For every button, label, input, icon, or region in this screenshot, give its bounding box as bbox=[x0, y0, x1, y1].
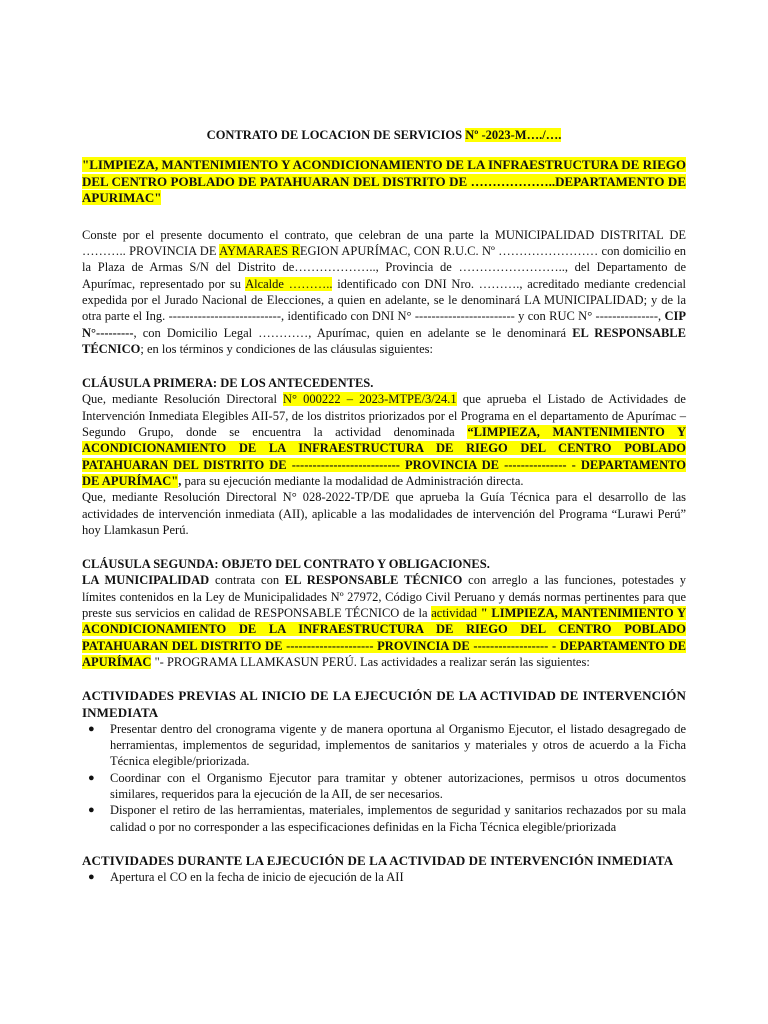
clause-2-text-1: contrata con bbox=[209, 573, 285, 588]
section-prev-list bbox=[82, 721, 686, 835]
clause-1-text-3: para su ejecución mediante la modalidad de Administración directa. bbox=[181, 473, 524, 488]
bullet-icon: ● bbox=[88, 804, 95, 817]
clause-2-paragraph bbox=[82, 572, 686, 670]
activity-heading-text: "LIMPIEZA, MANTENIMIENTO Y ACONDICIONAMIENTO DE LA INFRAESTRUCTURA DE RIEGO DEL CENTRO POBLADO DE PATAHUARAN DEL DISTRITO DE ………………..DEPARTAMENTO DE APURIMAC" bbox=[82, 157, 686, 206]
list-item-text: Apertura el CO en la fecha de inicio de ejecución de la AII bbox=[110, 870, 404, 885]
intro-paragraph bbox=[82, 227, 686, 357]
intro-text-1: Conste por el presente documento el contrato, que celebran de una parte la MUNICIPALIDAD DISTRITAL DE ……….. PROVINCIA DE bbox=[82, 227, 686, 259]
list-item bbox=[88, 721, 686, 770]
section-during-list bbox=[82, 869, 686, 885]
clause-1-paragraph-2: Que, mediante Resolución Directoral N° 028-2022-TP/DE que aprueba la Guía Técnica para el desarrollo de las actividades de intervención inmediata (AII), aplicable a las modalidades de intervención del Programa “Lurawi Perú” hoy Llamkasun Perú. bbox=[82, 490, 686, 537]
intro-text-5: ; en los términos y condiciones de las cláusulas siguientes: bbox=[140, 341, 433, 356]
clause-1-activity: “LIMPIEZA, MANTENIMIENTO Y ACONDICIONAMIENTO DE LA INFRAESTRUCTURA DE RIEGO DEL CENTRO POBLADO PATAHUARAN DEL DISTRITO DE -------------------------- PROVINCIA DE --------------- - DEPARTAMENTO DE APURÍMAC" bbox=[82, 425, 687, 488]
document-title bbox=[82, 127, 686, 143]
clause-2-text-2: con arreglo a las funciones, potestades y límites contenidos en la Ley de Municipalidades Nº 27972, Código Civil Peruano y demás normas pertinentes para que preste sus servicios en calidad de RESPONSABLE TÉCNICO de la bbox=[82, 573, 686, 621]
clause-2-responsable: EL RESPONSABLE TÉCNICO bbox=[284, 573, 463, 588]
list-item-text: Coordinar con el Organismo Ejecutor para tramitar y obtener autorizaciones, permisos u otros documentos similares, requeridos para la ejecución de la AII, de ser necesarios. bbox=[110, 770, 686, 801]
clause-2-title: CLÁUSULA SEGUNDA: OBJETO DEL CONTRATO Y OBLIGACIONES. bbox=[82, 557, 490, 572]
intro-text-2: EGION APURÍMAC, CON R.U.C. Nº …………………… con domicilio en la Plaza de Armas S/N del Distrito de……………….., Provincia de …………………….., del Departamento de Apurímac, representado por su bbox=[82, 244, 686, 291]
list-item bbox=[88, 770, 686, 803]
clause-1-title: CLÁUSULA PRIMERA: DE LOS ANTECEDENTES. bbox=[82, 376, 374, 391]
clause-2-municipalidad: LA MUNICIPALIDAD bbox=[82, 573, 210, 588]
section-during-title: ACTIVIDADES DURANTE LA EJECUCIÓN DE LA ACTIVIDAD DE INTERVENCIÓN INMEDIATA bbox=[82, 852, 674, 868]
section-prev-title: ACTIVIDADES PREVIAS AL INICIO DE LA EJECUCIÓN DE LA ACTIVIDAD DE INTERVENCIÓN INMEDIATA bbox=[82, 688, 686, 720]
clause-1-comma: , bbox=[178, 473, 182, 488]
intro-highlight-province: AYMARAES R bbox=[219, 244, 300, 259]
clause-2-activity-name: " LIMPIEZA, MANTENIMIENTO Y ACONDICIONAMIENTO DE LA INFRAESTRUCTURA DE RIEGO DEL CENTRO POBLADO PATAHUARAN DEL DISTRITO DE --------------------- PROVINCIA DE ------------------ - DEPARTAMENTO DE APURÍMAC bbox=[82, 606, 686, 669]
clause-2-text-3: "- PROGRAMA LLAMKASUN PERÚ. Las actividades a realizar serán las siguientes: bbox=[151, 654, 590, 669]
clause-1-paragraph-1 bbox=[82, 391, 686, 489]
list-item-text: Presentar dentro del cronograma vigente y de manera oportuna al Organismo Ejecutor, el listado desagregado de herramientas, implementos de seguridad, implementos de sanitarios y materiales y otros de acuerdo a la Ficha Técnica elegible/priorizada. bbox=[110, 721, 686, 769]
contract-number: Nº -2023-M…./…. bbox=[465, 128, 562, 142]
spacer bbox=[82, 835, 686, 853]
intro-text-4: , con Domicilio Legal …………, Apurímac, quien en adelante se le denominará bbox=[133, 325, 573, 340]
spacer bbox=[82, 538, 686, 556]
bullet-icon: ● bbox=[88, 771, 95, 784]
clause-2-actividad: actividad bbox=[431, 606, 478, 621]
bullet-icon: ● bbox=[88, 722, 95, 735]
list-item bbox=[88, 869, 686, 885]
title-text: CONTRATO DE LOCACION DE SERVICIOS bbox=[206, 128, 466, 142]
spacer bbox=[82, 670, 686, 688]
list-item-text: Disponer el retiro de las herramientas, materiales, implementos de seguridad y sanitarios rechazados por su mala calidad o por no corresponder a las especificaciones definidas en la Ficha Técnica elegible/priorizada bbox=[110, 803, 686, 834]
intro-highlight-mayor: Alcalde ……….. bbox=[245, 276, 333, 291]
spacer bbox=[82, 357, 686, 375]
clause-1-text-2: que aprueba el Listado de Actividades de Intervención Inmediata Elegibles AII-57, de los distritos priorizados por el Programa en el departamento de Apurímac – Segundo Grupo, donde se encuentra la actividad denominada bbox=[82, 392, 686, 440]
clause-1-resolution: N° 000222 – 2023-MTPE/3/24.1 bbox=[283, 392, 457, 407]
bullet-icon: ● bbox=[88, 871, 95, 884]
list-item bbox=[88, 802, 686, 835]
intro-cip: CIP N°--------- bbox=[82, 309, 686, 340]
intro-text-3: identificado con DNI Nro. ………., acreditado mediante credencial expedida por el Jurado Nacional de Elecciones, a quien en adelante, se le denominará LA MUNICIPALIDAD; y de la otra parte el Ing. ---------------------------, identificado con DNI N° ------------------------ y con RUC N° ---------------, bbox=[82, 276, 686, 324]
activity-heading bbox=[82, 157, 686, 207]
clause-1-text-1: Que, mediante Resolución Directoral bbox=[82, 392, 284, 407]
intro-responsable: EL RESPONSABLE TÉCNICO bbox=[82, 325, 686, 356]
